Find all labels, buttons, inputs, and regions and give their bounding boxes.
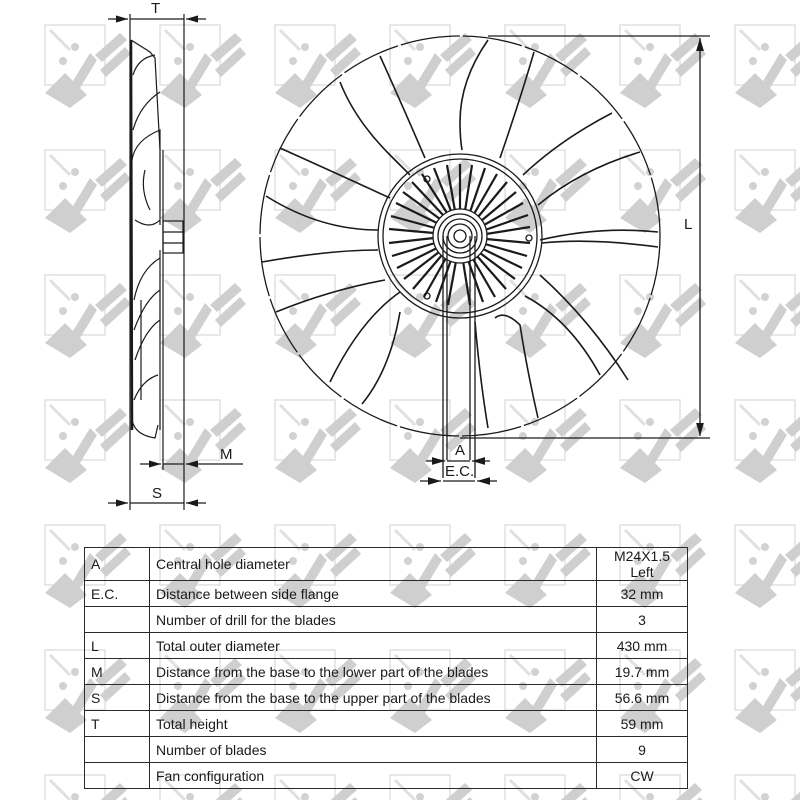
table-row	[85, 763, 688, 789]
table-row	[85, 607, 688, 633]
spec-value: 32 mm	[597, 581, 688, 607]
spec-value: 56.6 mm	[597, 685, 688, 711]
table-row	[85, 659, 688, 685]
spec-value: 3	[597, 607, 688, 633]
dim-label-a: A	[455, 442, 466, 459]
spec-description: Number of blades	[150, 737, 597, 763]
spec-code	[85, 607, 150, 633]
spec-code	[85, 763, 150, 789]
table-row	[85, 737, 688, 763]
table-row	[85, 633, 688, 659]
spec-value: 430 mm	[597, 633, 688, 659]
spec-description: Fan configuration	[150, 763, 597, 789]
spec-description: Central hole diameter	[150, 548, 597, 581]
spec-description: Distance between side flange	[150, 581, 597, 607]
spec-code: L	[85, 633, 150, 659]
spec-value: 19.7 mm	[597, 659, 688, 685]
spec-description: Total outer diameter	[150, 633, 597, 659]
dim-label-m: M	[220, 446, 233, 463]
spec-code: E.C.	[85, 581, 150, 607]
spec-code: M	[85, 659, 150, 685]
spec-value: M24X1.5 Left	[597, 548, 688, 581]
spec-code: T	[85, 711, 150, 737]
spec-code: S	[85, 685, 150, 711]
spec-value: 9	[597, 737, 688, 763]
front-view	[260, 36, 710, 481]
spec-description: Distance from the base to the upper part of the blades	[150, 685, 597, 711]
side-view	[108, 14, 243, 510]
dim-label-s: S	[152, 485, 163, 502]
spec-description: Total height	[150, 711, 597, 737]
spec-code	[85, 737, 150, 763]
table-row	[85, 581, 688, 607]
specification-table	[84, 547, 688, 789]
dim-label-l: L	[684, 216, 693, 233]
table-row	[85, 685, 688, 711]
dim-label-t: T	[151, 0, 161, 17]
spec-value: CW	[597, 763, 688, 789]
table-row	[85, 711, 688, 737]
table-row	[85, 548, 688, 581]
spec-value: 59 mm	[597, 711, 688, 737]
spec-description: Distance from the base to the lower part of the blades	[150, 659, 597, 685]
spec-code: A	[85, 548, 150, 581]
dim-label-ec: E.C.	[445, 463, 475, 480]
spec-description: Number of drill for the blades	[150, 607, 597, 633]
